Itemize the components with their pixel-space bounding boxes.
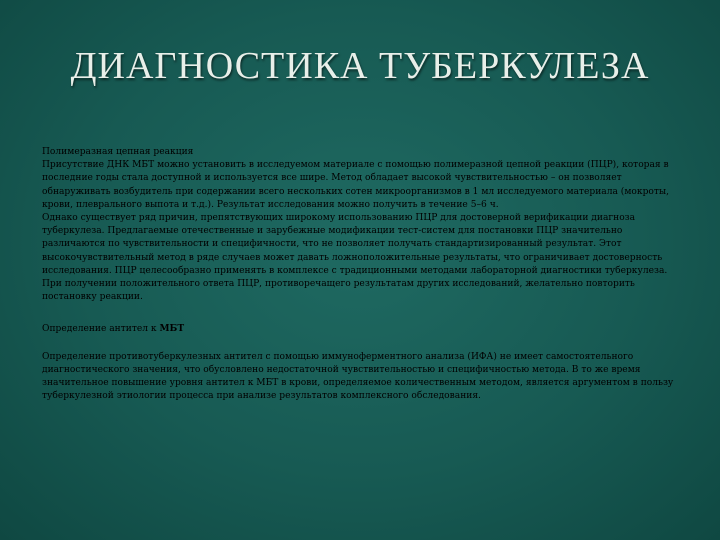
- slide-title: ДИАГНОСТИКА ТУБЕРКУЛЕЗА: [70, 45, 650, 87]
- slide-body: [42, 146, 682, 403]
- antibody-paragraph: Определение противотуберкулезных антител с помощью иммуноферментного анализа (ИФА) не имеет самостоятельного диагностического значения, что обусловлено недостаточной чувствительностью и специфичностью метода. В то же время значительное повышение уровня антител к МБТ в крови, определяемое количественным методом, является аргументом в пользу туберкулезной этиологии процесса при анализе результатов комплексного обследования.: [42, 351, 674, 402]
- antibody-heading: [42, 322, 682, 336]
- spacer: [42, 337, 682, 351]
- pcr-paragraph-1: Присутствие ДНК МБТ можно установить в исследуемом материале с помощью полимеразной цепной реакции (ПЦР), которая в последние годы стала доступной и используется все шире. Метод обладает высокой чувствительностью – он позволяет обнаруживать возбудитель при содержании всего нескольких сотен микроорганизмов в 1 мл исследуемого материала (мокроты, крови, плеврального выпота и т.д.). Результат исследования можно получить в течение 5–6 ч.: [42, 160, 670, 210]
- antibody-heading-prefix: Определение антител к: [42, 324, 160, 335]
- pcr-paragraph-2: Однако существует ряд причин, препятствующих широкому использованию ПЦР для достоверной верификации диагноза туберкулеза. Предлагаемые отечественные и зарубежные модификации тест-систем для постановки ПЦР значительно различаются по чувствительности и специфичности, что не позволяет получать стандартизированный результат. Этот высокочувствительный метод в ряде случаев может давать ложноположительные результаты, что ограничивает достоверность исследования. ПЦР целесообразно применять в комплексе с традиционными методами лабораторной диагностики туберкулеза. При получении положительного ответа ПЦР, противоречащего результатам других исследований, желательно повторить постановку реакции.: [42, 213, 668, 303]
- antibody-heading-bold: МБТ: [159, 323, 185, 335]
- pcr-heading: Полимеразная цепная реакция: [42, 147, 194, 157]
